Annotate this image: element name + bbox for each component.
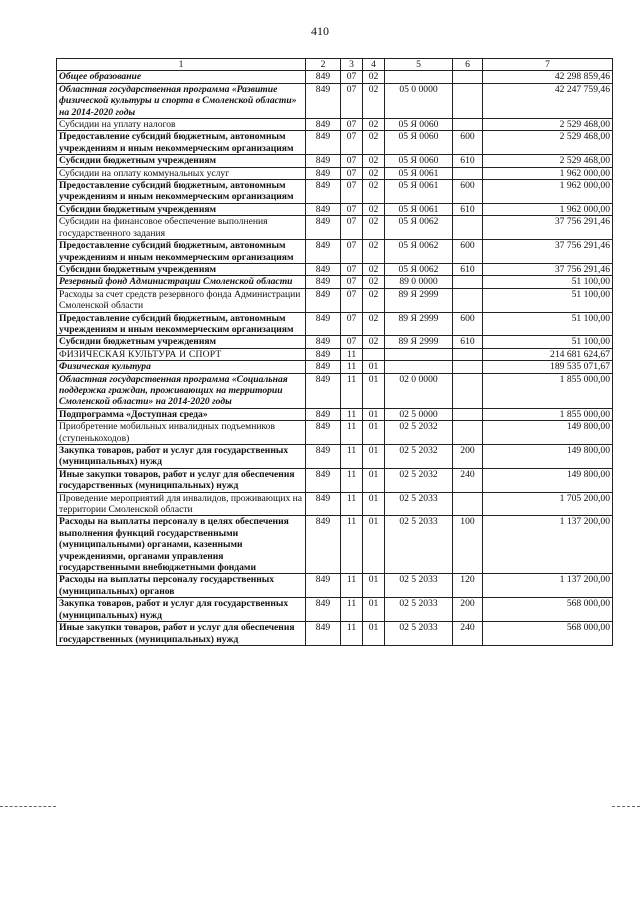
cell-ministry: 849 <box>306 361 341 373</box>
cell-target-item: 02 5 2032 <box>385 421 453 445</box>
cell-ministry: 849 <box>306 516 341 574</box>
cell-target-item: 05 Я 0060 <box>385 119 453 131</box>
cell-target-item: 05 0 0000 <box>385 83 453 118</box>
cell-target-item: 05 Я 0061 <box>385 180 453 204</box>
table-row <box>57 336 613 348</box>
cell-amount: 42 298 859,46 <box>483 71 613 83</box>
scan-dash-left <box>0 806 56 807</box>
cell-ministry: 849 <box>306 288 341 312</box>
cell-subsection: 02 <box>363 180 385 204</box>
cell-target-item: 02 5 2032 <box>385 468 453 492</box>
cell-ministry: 849 <box>306 408 341 420</box>
cell-amount: 214 681 624,67 <box>483 348 613 360</box>
cell-section: 11 <box>341 421 363 445</box>
cell-name: Закупка товаров, работ и услуг для государственных (муниципальных) нужд <box>57 445 306 469</box>
cell-ministry: 849 <box>306 71 341 83</box>
cell-ministry: 849 <box>306 421 341 445</box>
cell-name: Субсидии бюджетным учреждениям <box>57 336 306 348</box>
cell-subsection: 02 <box>363 155 385 167</box>
table-row <box>57 203 613 215</box>
cell-subsection: 01 <box>363 445 385 469</box>
cell-amount: 1 962 000,00 <box>483 203 613 215</box>
table-row <box>57 71 613 83</box>
cell-target-item: 02 5 2032 <box>385 445 453 469</box>
cell-name: Расходы за счет средств резервного фонда Администрации Смоленской области <box>57 288 306 312</box>
cell-expense-type: 610 <box>453 336 483 348</box>
cell-name: Приобретение мобильных инвалидных подъемников (ступенькоходов) <box>57 421 306 445</box>
cell-section: 07 <box>341 336 363 348</box>
cell-name: ФИЗИЧЕСКАЯ КУЛЬТУРА И СПОРТ <box>57 348 306 360</box>
cell-ministry: 849 <box>306 276 341 288</box>
cell-name: Иные закупки товаров, работ и услуг для обеспечения государственных (муниципальных) нужд <box>57 468 306 492</box>
cell-section: 11 <box>341 468 363 492</box>
table-row <box>57 131 613 155</box>
cell-target-item: 05 Я 0062 <box>385 240 453 264</box>
cell-name: Общее образование <box>57 71 306 83</box>
cell-name: Физическая культура <box>57 361 306 373</box>
cell-ministry: 849 <box>306 348 341 360</box>
cell-section: 07 <box>341 155 363 167</box>
cell-ministry: 849 <box>306 180 341 204</box>
cell-subsection: 01 <box>363 516 385 574</box>
cell-name: Субсидии на уплату налогов <box>57 119 306 131</box>
cell-subsection: 02 <box>363 288 385 312</box>
cell-ministry: 849 <box>306 203 341 215</box>
cell-ministry: 849 <box>306 492 341 516</box>
cell-ministry: 849 <box>306 131 341 155</box>
cell-amount: 51 100,00 <box>483 276 613 288</box>
table-row <box>57 119 613 131</box>
cell-section: 07 <box>341 131 363 155</box>
cell-amount: 51 100,00 <box>483 312 613 336</box>
cell-target-item: 05 Я 0061 <box>385 203 453 215</box>
cell-subsection: 02 <box>363 312 385 336</box>
table-row <box>57 598 613 622</box>
cell-ministry: 849 <box>306 336 341 348</box>
table-row <box>57 492 613 516</box>
table-row <box>57 361 613 373</box>
cell-section: 11 <box>341 492 363 516</box>
cell-ministry: 849 <box>306 373 341 408</box>
cell-subsection: 01 <box>363 622 385 646</box>
table-row <box>57 468 613 492</box>
cell-section: 07 <box>341 240 363 264</box>
header-cell: 5 <box>385 59 453 71</box>
cell-name: Подпрограмма «Доступная среда» <box>57 408 306 420</box>
table-row <box>57 348 613 360</box>
cell-ministry: 849 <box>306 622 341 646</box>
cell-expense-type <box>453 421 483 445</box>
cell-amount: 189 535 071,67 <box>483 361 613 373</box>
cell-name: Проведение мероприятий для инвалидов, проживающих на территории Смоленской области <box>57 492 306 516</box>
cell-section: 11 <box>341 622 363 646</box>
cell-amount: 2 529 468,00 <box>483 155 613 167</box>
cell-expense-type <box>453 288 483 312</box>
cell-ministry: 849 <box>306 83 341 118</box>
cell-section: 07 <box>341 83 363 118</box>
cell-subsection: 01 <box>363 598 385 622</box>
cell-expense-type: 610 <box>453 263 483 275</box>
cell-name: Предоставление субсидий бюджетным, автономным учреждениям и иным некоммерческим организациям <box>57 240 306 264</box>
cell-name: Расходы на выплаты персоналу в целях обеспечения выполнения функций государственными (муниципальными) органами, казенными учреждениями, органами управления государственными внебюджетными фондами <box>57 516 306 574</box>
cell-name: Субсидии бюджетным учреждениям <box>57 263 306 275</box>
cell-ministry: 849 <box>306 468 341 492</box>
cell-amount: 1 855 000,00 <box>483 408 613 420</box>
cell-target-item: 02 0 0000 <box>385 373 453 408</box>
cell-expense-type: 600 <box>453 131 483 155</box>
cell-name: Областная государственная программа «Развитие физической культуры и спорта в Смоленской области» на 2014-2020 годы <box>57 83 306 118</box>
cell-ministry: 849 <box>306 445 341 469</box>
cell-subsection: 02 <box>363 71 385 83</box>
cell-expense-type <box>453 216 483 240</box>
cell-name: Областная государственная программа «Социальная поддержка граждан, проживающих на территории Смоленской области» на 2014-2020 годы <box>57 373 306 408</box>
cell-section: 07 <box>341 71 363 83</box>
cell-section: 07 <box>341 119 363 131</box>
cell-expense-type <box>453 167 483 179</box>
cell-amount: 1 962 000,00 <box>483 180 613 204</box>
cell-expense-type <box>453 492 483 516</box>
cell-target-item: 05 Я 0062 <box>385 216 453 240</box>
cell-expense-type <box>453 348 483 360</box>
cell-subsection: 02 <box>363 263 385 275</box>
cell-amount: 1 855 000,00 <box>483 373 613 408</box>
cell-ministry: 849 <box>306 263 341 275</box>
table-row <box>57 263 613 275</box>
cell-section: 07 <box>341 263 363 275</box>
cell-name: Закупка товаров, работ и услуг для государственных (муниципальных) нужд <box>57 598 306 622</box>
cell-expense-type <box>453 71 483 83</box>
cell-section: 11 <box>341 598 363 622</box>
table-row <box>57 180 613 204</box>
cell-target-item: 05 Я 0060 <box>385 155 453 167</box>
cell-name: Субсидии бюджетным учреждениям <box>57 155 306 167</box>
cell-target-item: 02 5 2033 <box>385 492 453 516</box>
cell-section: 11 <box>341 516 363 574</box>
cell-target-item <box>385 71 453 83</box>
header-cell: 7 <box>483 59 613 71</box>
table-row <box>57 408 613 420</box>
cell-subsection: 01 <box>363 421 385 445</box>
table-row <box>57 155 613 167</box>
cell-section: 07 <box>341 276 363 288</box>
cell-subsection <box>363 348 385 360</box>
table-header-row <box>57 59 613 71</box>
cell-amount: 1 705 200,00 <box>483 492 613 516</box>
cell-target-item: 02 5 2033 <box>385 516 453 574</box>
cell-ministry: 849 <box>306 167 341 179</box>
cell-subsection: 02 <box>363 216 385 240</box>
cell-expense-type <box>453 408 483 420</box>
cell-ministry: 849 <box>306 312 341 336</box>
cell-subsection: 02 <box>363 131 385 155</box>
cell-ministry: 849 <box>306 598 341 622</box>
table-row <box>57 240 613 264</box>
cell-amount: 51 100,00 <box>483 336 613 348</box>
cell-amount: 1 137 200,00 <box>483 516 613 574</box>
table-row <box>57 574 613 598</box>
cell-amount: 568 000,00 <box>483 598 613 622</box>
budget-table <box>56 58 613 646</box>
cell-name: Субсидии на оплату коммунальных услуг <box>57 167 306 179</box>
cell-target-item: 05 Я 0060 <box>385 131 453 155</box>
cell-section: 07 <box>341 203 363 215</box>
table-row <box>57 516 613 574</box>
page-number: 410 <box>311 24 329 38</box>
cell-amount: 568 000,00 <box>483 622 613 646</box>
cell-ministry: 849 <box>306 155 341 167</box>
cell-section: 11 <box>341 574 363 598</box>
cell-expense-type <box>453 119 483 131</box>
cell-amount: 1 962 000,00 <box>483 167 613 179</box>
cell-ministry: 849 <box>306 240 341 264</box>
cell-amount: 42 247 759,46 <box>483 83 613 118</box>
cell-expense-type: 120 <box>453 574 483 598</box>
cell-expense-type: 200 <box>453 598 483 622</box>
cell-amount: 37 756 291,46 <box>483 240 613 264</box>
cell-subsection: 01 <box>363 492 385 516</box>
cell-section: 07 <box>341 167 363 179</box>
cell-name: Предоставление субсидий бюджетным, автономным учреждениям и иным некоммерческим организациям <box>57 312 306 336</box>
cell-subsection: 02 <box>363 83 385 118</box>
cell-target-item: 89 Я 2999 <box>385 288 453 312</box>
cell-ministry: 849 <box>306 574 341 598</box>
table-row <box>57 445 613 469</box>
cell-target-item: 89 Я 2999 <box>385 336 453 348</box>
cell-name: Субсидии бюджетным учреждениям <box>57 203 306 215</box>
cell-target-item: 02 5 2033 <box>385 598 453 622</box>
cell-expense-type <box>453 276 483 288</box>
cell-subsection: 01 <box>363 574 385 598</box>
cell-target-item <box>385 348 453 360</box>
table-row <box>57 312 613 336</box>
cell-section: 07 <box>341 288 363 312</box>
cell-amount: 2 529 468,00 <box>483 131 613 155</box>
cell-name: Резервный фонд Администрации Смоленской области <box>57 276 306 288</box>
cell-name: Расходы на выплаты персоналу государственных (муниципальных) органов <box>57 574 306 598</box>
header-cell: 6 <box>453 59 483 71</box>
header-cell: 1 <box>57 59 306 71</box>
cell-subsection: 01 <box>363 468 385 492</box>
cell-amount: 2 529 468,00 <box>483 119 613 131</box>
cell-subsection: 02 <box>363 119 385 131</box>
cell-amount: 37 756 291,46 <box>483 216 613 240</box>
cell-subsection: 02 <box>363 203 385 215</box>
table-row <box>57 373 613 408</box>
cell-expense-type <box>453 83 483 118</box>
header-cell: 2 <box>306 59 341 71</box>
cell-ministry: 849 <box>306 119 341 131</box>
cell-expense-type: 200 <box>453 445 483 469</box>
scan-dash-right <box>612 806 640 807</box>
cell-expense-type: 100 <box>453 516 483 574</box>
cell-subsection: 01 <box>363 408 385 420</box>
cell-expense-type <box>453 361 483 373</box>
cell-subsection: 01 <box>363 361 385 373</box>
table-row <box>57 167 613 179</box>
cell-subsection: 02 <box>363 240 385 264</box>
cell-subsection: 02 <box>363 276 385 288</box>
cell-expense-type: 610 <box>453 155 483 167</box>
cell-name: Субсидии на финансовое обеспечение выполнения государственного задания <box>57 216 306 240</box>
cell-expense-type: 600 <box>453 312 483 336</box>
cell-target-item: 02 5 2033 <box>385 622 453 646</box>
cell-amount: 149 800,00 <box>483 421 613 445</box>
cell-subsection: 01 <box>363 373 385 408</box>
cell-name: Предоставление субсидий бюджетным, автономным учреждениям и иным некоммерческим организациям <box>57 131 306 155</box>
cell-target-item: 02 5 2033 <box>385 574 453 598</box>
cell-expense-type: 240 <box>453 622 483 646</box>
cell-subsection: 02 <box>363 336 385 348</box>
cell-expense-type: 600 <box>453 240 483 264</box>
cell-amount: 1 137 200,00 <box>483 574 613 598</box>
cell-section: 07 <box>341 216 363 240</box>
table-row <box>57 421 613 445</box>
cell-ministry: 849 <box>306 216 341 240</box>
cell-section: 11 <box>341 361 363 373</box>
cell-target-item: 89 Я 2999 <box>385 312 453 336</box>
header-cell: 4 <box>363 59 385 71</box>
cell-expense-type: 600 <box>453 180 483 204</box>
cell-section: 11 <box>341 408 363 420</box>
table-row <box>57 288 613 312</box>
cell-section: 07 <box>341 180 363 204</box>
cell-name: Предоставление субсидий бюджетным, автономным учреждениям и иным некоммерческим организациям <box>57 180 306 204</box>
cell-target-item: 05 Я 0062 <box>385 263 453 275</box>
cell-target-item <box>385 361 453 373</box>
cell-amount: 37 756 291,46 <box>483 263 613 275</box>
cell-target-item: 89 0 0000 <box>385 276 453 288</box>
cell-subsection: 02 <box>363 167 385 179</box>
cell-expense-type <box>453 373 483 408</box>
cell-expense-type: 610 <box>453 203 483 215</box>
cell-section: 11 <box>341 445 363 469</box>
cell-expense-type: 240 <box>453 468 483 492</box>
table-row <box>57 276 613 288</box>
header-cell: 3 <box>341 59 363 71</box>
cell-amount: 51 100,00 <box>483 288 613 312</box>
table-row <box>57 83 613 118</box>
cell-target-item: 05 Я 0061 <box>385 167 453 179</box>
cell-name: Иные закупки товаров, работ и услуг для обеспечения государственных (муниципальных) нужд <box>57 622 306 646</box>
cell-section: 11 <box>341 348 363 360</box>
table-row <box>57 622 613 646</box>
cell-amount: 149 800,00 <box>483 468 613 492</box>
table-row <box>57 216 613 240</box>
cell-section: 11 <box>341 373 363 408</box>
cell-section: 07 <box>341 312 363 336</box>
cell-amount: 149 800,00 <box>483 445 613 469</box>
cell-target-item: 02 5 0000 <box>385 408 453 420</box>
